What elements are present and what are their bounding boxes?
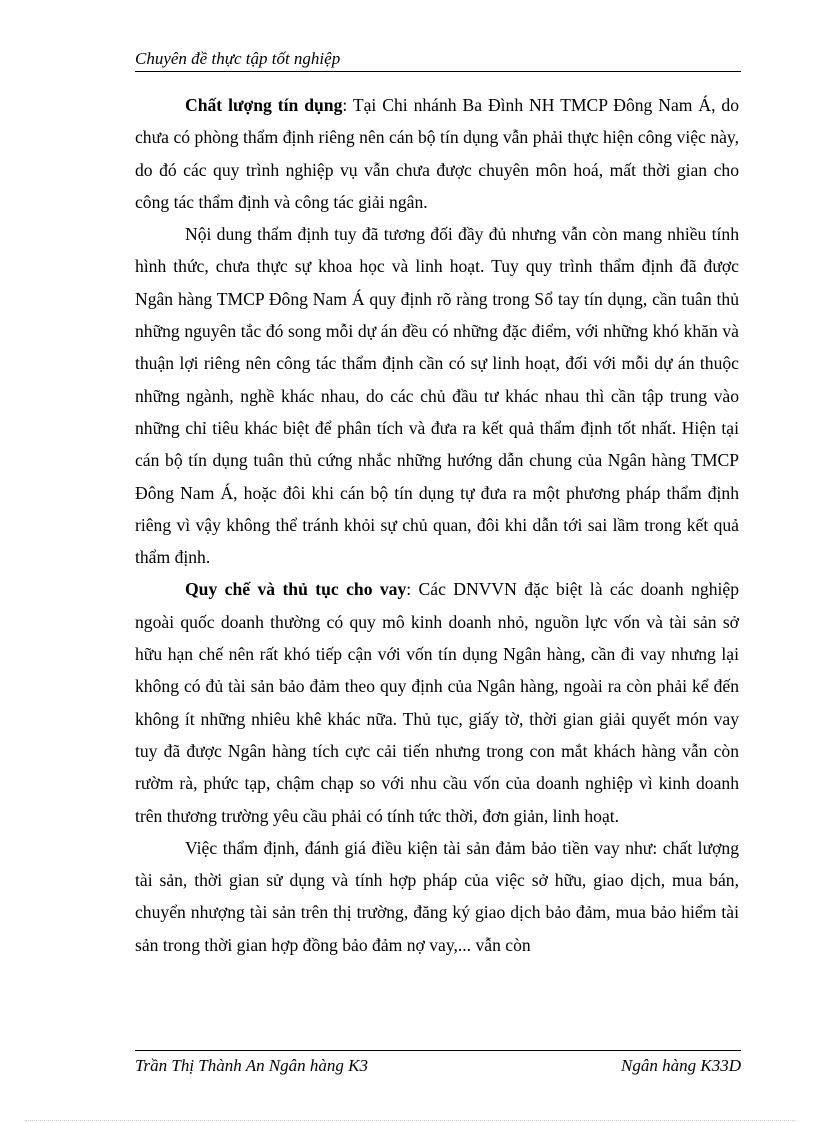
header-title: Chuyên đề thực tập tốt nghiệp <box>135 49 341 68</box>
paragraph-heading: Chất lượng tín dụng <box>185 95 343 115</box>
paragraph-heading: Quy chế và thủ tục cho vay <box>185 579 407 600</box>
page-boundary <box>25 1120 795 1121</box>
paragraph-text: Nội dung thẩm định tuy đã tương đối đầy đủ nhưng vẫn còn mang nhiều tính hình thức, chưa thực sự khoa học và linh hoạt. Tuy quy trình thẩm định đã được Ngân hàng TMCP Đông Nam Á quy định rõ ràng trong Sổ tay tín dụng, cần tuân thủ những nguyên tắc đó song mỗi dự án đều có những đặc điểm, với những khó khăn và thuận lợi riêng nên công tác thẩm định cần có sự linh hoạt, đối với mỗi dự án thuộc những ngành, nghề khác nhau, do các chủ đầu tư khác nhau thì cần tập trung vào những chỉ tiêu khác biệt để phân tích và đưa ra kết quả thẩm định tốt nhất. Hiện tại cán bộ tín dụng tuân thủ cứng nhắc những hướng dẫn chung của Ngân hàng TMCP Đông Nam Á, hoặc đôi khi cán bộ tín dụng tự đưa ra một phương pháp thẩm định riêng vì vậy không thể tránh khỏi sự chủ quan, đôi khi dẫn tới sai lầm trong kết quả thẩm định. <box>135 224 739 568</box>
page-header <box>135 48 741 72</box>
paragraph-credit-quality <box>135 89 739 218</box>
page-footer <box>135 1055 741 1077</box>
footer-author: Trần Thị Thành An Ngân hàng K3 <box>135 1056 369 1075</box>
paragraph-collateral <box>135 832 739 961</box>
body-text <box>135 89 739 961</box>
footer-divider <box>135 1050 741 1051</box>
paragraph-lending-rules <box>135 573 739 831</box>
paragraph-text: Việc thẩm định, đánh giá điều kiện tài sản đảm bảo tiền vay như: chất lượng tài sản, thời gian sử dụng và tính hợp pháp của việc sở hữu, giao dịch, mua bán, chuyển nhượng tài sản trên thị trường, đăng ký giao dịch bảo đảm, mua bảo hiểm tài sản trong thời gian hợp đồng bảo đảm nợ vay,... vẫn còn <box>135 837 739 955</box>
paragraph-text: : Tại Chi nhánh Ba Đình NH TMCP Đông Nam Á, do chưa có phòng thẩm định riêng nên cán bộ tín dụng vẫn phải thực hiện công việc này, do đó các quy trình nghiệp vụ vẫn chưa được chuyên môn hoá, mất thời gian cho công tác thẩm định và công tác giải ngân. <box>135 95 740 212</box>
footer-class: Ngân hàng K33D <box>621 1056 741 1075</box>
paragraph-text: : Các DNVVN đặc biệt là các doanh nghiệp ngoài quốc doanh thường có quy mô kinh doanh nhỏ, nguồn lực vốn và tài sản sở hữu hạn chế nên rất khó tiếp cận với vốn tín dụng Ngân hàng, cần đi vay nhưng lại không có đủ tài sản bảo đảm theo quy định của Ngân hàng, ngoài ra còn phải kể đến không ít những nhiêu khê khác nữa. Thủ tục, giấy tờ, thời gian giải quyết món vay tuy đã được Ngân hàng tích cực cải tiến nhưng trong con mắt khách hàng vẫn còn rườm rà, phức tạp, chậm chạp so với nhu cầu vốn của doanh nghiệp vì kinh doanh trên thương trường yêu cầu phải có tính tức thời, đơn giản, linh hoạt. <box>135 579 739 826</box>
paragraph-appraisal-content <box>135 218 739 573</box>
